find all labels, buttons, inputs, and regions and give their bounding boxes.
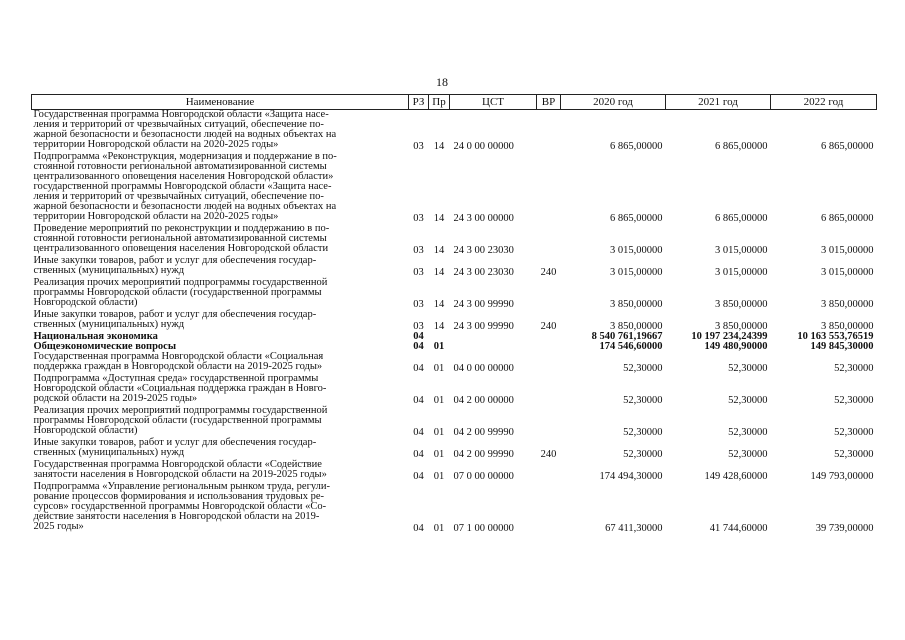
row-2022: 3 850,00000 bbox=[821, 321, 874, 332]
table-row bbox=[32, 438, 877, 460]
row-name: Иные закупки товаров, работ и услуг для обеспечения государ- ственных (муниципальных) нужд bbox=[33, 255, 317, 276]
row-2021: 41 744,60000 bbox=[709, 523, 768, 534]
row-vr bbox=[537, 332, 561, 342]
row-name: Реализация прочих мероприятий подпрограммы государственной программы Новгородской области (государственной программы Новгородской области) bbox=[33, 277, 328, 308]
row-pr: 01 bbox=[433, 471, 445, 482]
row-2022: 52,30000 bbox=[834, 449, 874, 460]
row-name: Общеэкономические вопросы bbox=[33, 341, 177, 352]
row-2020: 174 494,30000 bbox=[599, 471, 663, 482]
row-2020: 3 850,00000 bbox=[610, 299, 663, 310]
row-vr bbox=[537, 278, 561, 310]
row-name: Государственная программа Новгородской области «Содействие занятости населения в Новгородской области на 2019-2025 годы» bbox=[33, 459, 327, 480]
row-cst: 24 3 00 23030 bbox=[453, 267, 514, 278]
row-name: Подпрограмма «Управление региональным рынком труда, регули- рование процессов формирования и использования трудовых ре- сурсов» государственной программы Новгородской области «Со- действие занятости населения в Новгородской области на 2019- 2025 годы» bbox=[33, 481, 331, 532]
row-rz: 03 bbox=[413, 213, 424, 224]
row-rz: 04 bbox=[413, 341, 424, 352]
table-row bbox=[32, 374, 877, 406]
row-2022: 3 850,00000 bbox=[821, 299, 874, 310]
row-2020: 52,30000 bbox=[623, 395, 663, 406]
header-cst: ЦСТ bbox=[450, 95, 537, 110]
row-cst bbox=[450, 342, 537, 352]
row-pr: 14 bbox=[433, 299, 445, 310]
row-cst: 04 0 00 00000 bbox=[453, 363, 514, 374]
row-cst: 07 1 00 00000 bbox=[453, 523, 514, 534]
row-rz: 03 bbox=[413, 321, 424, 332]
row-2022: 149 845,30000 bbox=[810, 341, 874, 352]
row-2022: 6 865,00000 bbox=[821, 141, 874, 152]
table-row bbox=[32, 256, 877, 278]
row-2021: 10 197 234,24399 bbox=[691, 331, 768, 342]
row-2021: 3 850,00000 bbox=[715, 321, 768, 332]
table-row bbox=[32, 278, 877, 310]
table-row bbox=[32, 482, 877, 534]
row-cst: 24 0 00 00000 bbox=[453, 141, 514, 152]
row-2020: 52,30000 bbox=[623, 363, 663, 374]
row-rz: 03 bbox=[413, 245, 424, 256]
header-2022: 2022 год bbox=[771, 95, 877, 110]
table-row bbox=[32, 352, 877, 374]
row-vr bbox=[537, 460, 561, 482]
row-pr: 01 bbox=[433, 449, 445, 460]
row-2021: 3 015,00000 bbox=[715, 267, 768, 278]
row-cst: 07 0 00 00000 bbox=[453, 471, 514, 482]
row-pr: 01 bbox=[433, 363, 445, 374]
row-name: Проведение мероприятий по реконструкции и поддержанию в по- стоянной готовности региональной автоматизированной системы централизованного оповещения населения Новгородской области bbox=[33, 223, 330, 254]
header-pr: Пр bbox=[429, 95, 450, 110]
row-pr: 14 bbox=[433, 141, 445, 152]
header-2020: 2020 год bbox=[561, 95, 666, 110]
row-2020: 174 546,60000 bbox=[599, 341, 663, 352]
row-2020: 8 540 761,19667 bbox=[591, 331, 663, 342]
row-name: Государственная программа Новгородской области «Защита насе- ления и территорий от чрезвычайных ситуаций, обеспечение по- жарной безопасности и безопасности людей на водных объектах на территории Новгородской области на 2020-2025 годы» bbox=[33, 109, 337, 150]
row-rz: 03 bbox=[413, 141, 424, 152]
row-cst: 04 2 00 99990 bbox=[453, 427, 514, 438]
row-2022: 39 739,00000 bbox=[815, 523, 874, 534]
row-cst: 24 3 00 00000 bbox=[453, 213, 514, 224]
row-cst: 04 2 00 00000 bbox=[453, 395, 514, 406]
row-2021: 52,30000 bbox=[728, 449, 768, 460]
table-row bbox=[32, 152, 877, 224]
row-vr bbox=[537, 342, 561, 352]
row-2020: 52,30000 bbox=[623, 427, 663, 438]
row-cst: 24 3 00 99990 bbox=[453, 321, 514, 332]
row-name: Подпрограмма «Реконструкция, модернизация и поддержание в по- стоянной готовности региональной автоматизированной системы централизованного оповещения населения Новгородской области» государственной программы Новгородской области «Защита насе- ления и территорий от чрезвычайных ситуаций, обеспечение по- жарной безопасности и безопасности людей на водных объектах на территории Новгородской области на 2020-2025 годы» bbox=[33, 151, 337, 222]
row-cst: 24 3 00 23030 bbox=[453, 245, 514, 256]
row-rz: 04 bbox=[413, 449, 424, 460]
row-rz: 04 bbox=[413, 331, 424, 342]
row-2020: 6 865,00000 bbox=[610, 213, 663, 224]
row-vr bbox=[537, 110, 561, 153]
row-pr: 01 bbox=[433, 523, 445, 534]
row-pr: 14 bbox=[433, 267, 445, 278]
row-2021: 3 015,00000 bbox=[715, 245, 768, 256]
row-rz: 04 bbox=[413, 523, 424, 534]
row-rz: 03 bbox=[413, 267, 424, 278]
row-name: Иные закупки товаров, работ и услуг для обеспечения государ- ственных (муниципальных) нужд bbox=[33, 437, 317, 458]
table-header-row bbox=[32, 95, 877, 110]
row-name: Государственная программа Новгородской области «Социальная поддержка граждан в Новгородской области на 2019-2025 годы» bbox=[33, 351, 324, 372]
row-vr: 240 bbox=[540, 321, 557, 332]
row-2021: 149 480,90000 bbox=[704, 341, 768, 352]
row-2020: 3 015,00000 bbox=[610, 267, 663, 278]
row-pr: 01 bbox=[433, 427, 445, 438]
table-row bbox=[32, 224, 877, 256]
row-cst: 04 2 00 99990 bbox=[453, 449, 514, 460]
header-vr: ВР bbox=[537, 95, 561, 110]
row-pr: 14 bbox=[433, 321, 445, 332]
row-2021: 149 428,60000 bbox=[704, 471, 768, 482]
row-vr bbox=[537, 482, 561, 534]
row-vr bbox=[537, 224, 561, 256]
row-vr: 240 bbox=[540, 267, 557, 278]
row-2021: 3 850,00000 bbox=[715, 299, 768, 310]
header-rz: РЗ bbox=[409, 95, 429, 110]
row-cst bbox=[450, 332, 537, 342]
row-vr bbox=[537, 352, 561, 374]
row-2021: 52,30000 bbox=[728, 395, 768, 406]
row-vr bbox=[537, 152, 561, 224]
row-vr bbox=[537, 374, 561, 406]
row-pr: 01 bbox=[433, 395, 445, 406]
row-2020: 3 015,00000 bbox=[610, 245, 663, 256]
header-name: Наименование bbox=[32, 95, 409, 110]
row-name: Иные закупки товаров, работ и услуг для обеспечения государ- ственных (муниципальных) нужд bbox=[33, 309, 317, 330]
row-pr: 01 bbox=[433, 341, 445, 352]
row-2021: 52,30000 bbox=[728, 363, 768, 374]
row-rz: 04 bbox=[413, 395, 424, 406]
row-2022: 6 865,00000 bbox=[821, 213, 874, 224]
table-body bbox=[32, 110, 877, 535]
row-2022: 149 793,00000 bbox=[810, 471, 874, 482]
row-pr: 14 bbox=[433, 213, 445, 224]
row-2022: 52,30000 bbox=[834, 395, 874, 406]
row-2021: 6 865,00000 bbox=[715, 141, 768, 152]
table-row bbox=[32, 406, 877, 438]
header-2021: 2021 год bbox=[666, 95, 771, 110]
row-2021: 6 865,00000 bbox=[715, 213, 768, 224]
row-2022: 52,30000 bbox=[834, 363, 874, 374]
row-pr: 14 bbox=[433, 245, 445, 256]
row-2021: 52,30000 bbox=[728, 427, 768, 438]
row-2022: 52,30000 bbox=[834, 427, 874, 438]
row-rz: 04 bbox=[413, 363, 424, 374]
row-2020: 6 865,00000 bbox=[610, 141, 663, 152]
table-row bbox=[32, 310, 877, 332]
page-number: 18 bbox=[436, 75, 448, 89]
row-name: Подпрограмма «Доступная среда» государственной программы Новгородской области «Социальная поддержка граждан в Новго- родской области на 2019-2025 годы» bbox=[33, 373, 327, 404]
row-2022: 3 015,00000 bbox=[821, 267, 874, 278]
row-vr: 240 bbox=[540, 449, 557, 460]
row-2022: 10 163 553,76519 bbox=[797, 331, 874, 342]
row-vr bbox=[537, 406, 561, 438]
budget-table bbox=[31, 94, 877, 534]
row-2020: 3 850,00000 bbox=[610, 321, 663, 332]
table-row bbox=[32, 110, 877, 153]
row-2020: 52,30000 bbox=[623, 449, 663, 460]
row-2020: 67 411,30000 bbox=[605, 523, 663, 534]
row-rz: 03 bbox=[413, 299, 424, 310]
row-cst: 24 3 00 99990 bbox=[453, 299, 514, 310]
table-row bbox=[32, 460, 877, 482]
row-rz: 04 bbox=[413, 427, 424, 438]
row-2022: 3 015,00000 bbox=[821, 245, 874, 256]
row-name: Реализация прочих мероприятий подпрограммы государственной программы Новгородской области (государственной программы Новгородской области) bbox=[33, 405, 328, 436]
row-rz: 04 bbox=[413, 471, 424, 482]
row-name: Национальная экономика bbox=[33, 331, 158, 342]
